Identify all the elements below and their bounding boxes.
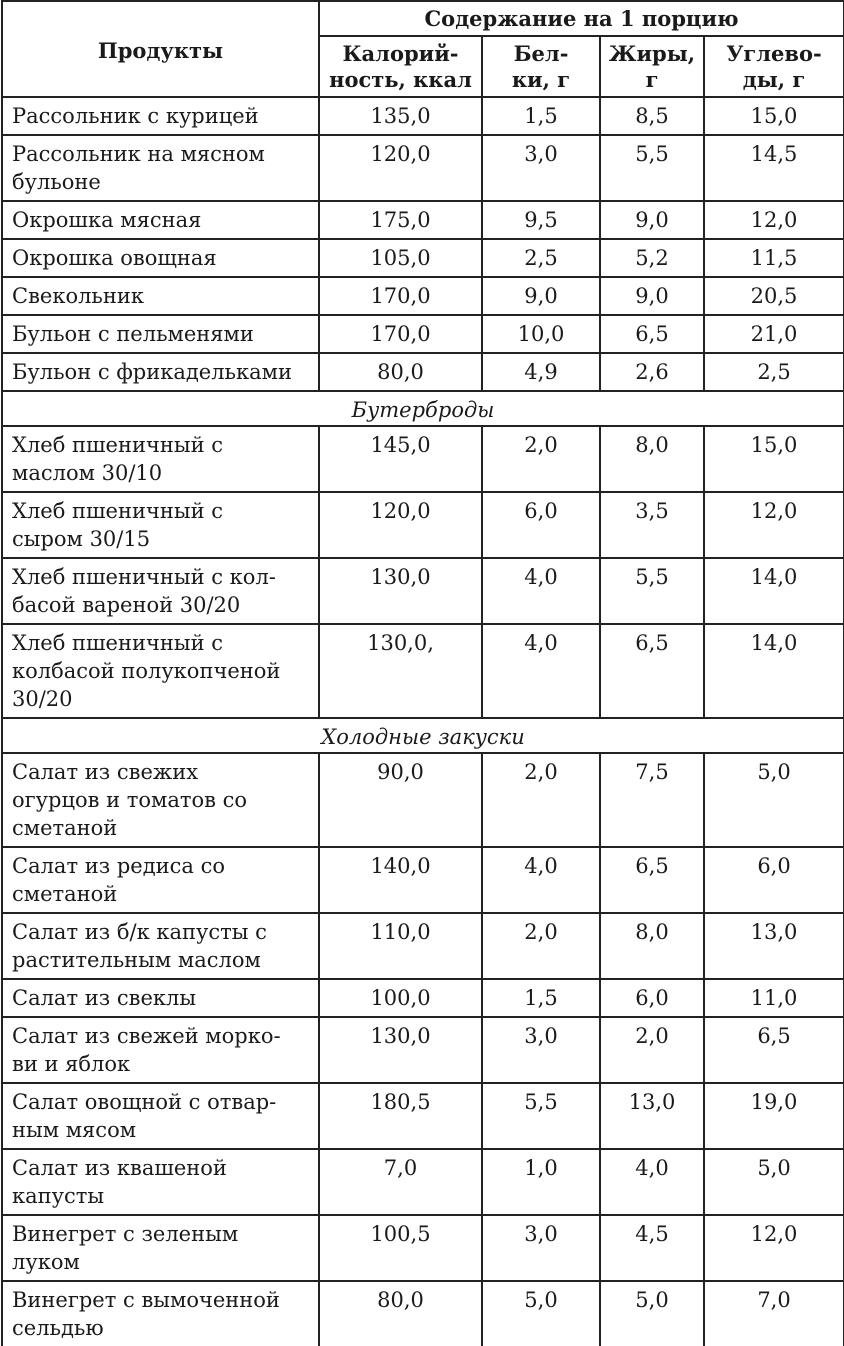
calories-value: 130,0, [319, 624, 482, 718]
carbs-value: 15,0 [704, 426, 844, 492]
carbs-value: 12,0 [704, 492, 844, 558]
table-row [2, 97, 844, 135]
carbs-value: 12,0 [704, 1215, 844, 1281]
calories-value: 110,0 [319, 913, 482, 979]
product-name: Хлеб пшеничный с сыром 30/15 [2, 492, 319, 558]
table-row [2, 753, 844, 847]
calories-value: 130,0 [319, 1017, 482, 1083]
product-name: Винегрет с зеленым луком [2, 1215, 319, 1281]
protein-value: 1,5 [482, 979, 600, 1017]
table-row [2, 353, 844, 391]
fat-value: 5,0 [600, 1281, 704, 1346]
protein-value: 6,0 [482, 492, 600, 558]
fat-value: 13,0 [600, 1083, 704, 1149]
fat-value: 8,0 [600, 913, 704, 979]
calories-value: 170,0 [319, 315, 482, 353]
table-row [2, 1281, 844, 1346]
calories-value: 145,0 [319, 426, 482, 492]
table-row [2, 1083, 844, 1149]
calories-value: 175,0 [319, 201, 482, 239]
carbs-value: 19,0 [704, 1083, 844, 1149]
carbs-value: 7,0 [704, 1281, 844, 1346]
protein-value: 1,0 [482, 1149, 600, 1215]
product-name: Хлеб пшеничный с колбасой полукопченой 30/20 [2, 624, 319, 718]
carbs-value: 14,5 [704, 135, 844, 201]
calories-value: 170,0 [319, 277, 482, 315]
carbs-value: 6,0 [704, 847, 844, 913]
product-name: Бульон с фрикадельками [2, 353, 319, 391]
product-name: Салат из свеклы [2, 979, 319, 1017]
table-row [2, 1215, 844, 1281]
table-row [2, 426, 844, 492]
section-title: Бутерброды [2, 391, 844, 426]
header-protein: Бел- ки, г [482, 36, 600, 97]
header-fat: Жиры, г [600, 36, 704, 97]
fat-value: 2,0 [600, 1017, 704, 1083]
protein-value: 5,5 [482, 1083, 600, 1149]
table-row [2, 492, 844, 558]
product-name: Салат из квашеной капусты [2, 1149, 319, 1215]
carbs-value: 14,0 [704, 624, 844, 718]
product-name: Салат из редиса со сметаной [2, 847, 319, 913]
calories-value: 135,0 [319, 97, 482, 135]
table-row [2, 624, 844, 718]
carbs-value: 5,0 [704, 1149, 844, 1215]
calories-value: 120,0 [319, 135, 482, 201]
carbs-value: 20,5 [704, 277, 844, 315]
carbs-value: 11,0 [704, 979, 844, 1017]
carbs-value: 21,0 [704, 315, 844, 353]
protein-value: 2,5 [482, 239, 600, 277]
carbs-value: 12,0 [704, 201, 844, 239]
carbs-value: 6,5 [704, 1017, 844, 1083]
fat-value: 4,0 [600, 1149, 704, 1215]
table-row [2, 315, 844, 353]
table-row [2, 558, 844, 624]
product-name: Рассольник с курицей [2, 97, 319, 135]
table-header [2, 1, 844, 97]
calories-value: 90,0 [319, 753, 482, 847]
table-row [2, 277, 844, 315]
fat-value: 3,5 [600, 492, 704, 558]
product-name: Окрошка овощная [2, 239, 319, 277]
carbs-value: 2,5 [704, 353, 844, 391]
fat-value: 9,0 [600, 277, 704, 315]
protein-value: 3,0 [482, 1215, 600, 1281]
product-name: Салат из свежих огурцов и томатов со сметаной [2, 753, 319, 847]
header-products: Продукты [2, 1, 319, 97]
calories-value: 100,5 [319, 1215, 482, 1281]
header-carbs: Углево- ды, г [704, 36, 844, 97]
fat-value: 6,5 [600, 624, 704, 718]
calories-value: 105,0 [319, 239, 482, 277]
carbs-value: 13,0 [704, 913, 844, 979]
table-body [2, 97, 844, 1346]
table-row [2, 201, 844, 239]
section-row [2, 718, 844, 753]
carbs-value: 5,0 [704, 753, 844, 847]
fat-value: 6,0 [600, 979, 704, 1017]
protein-value: 4,0 [482, 847, 600, 913]
table-row [2, 847, 844, 913]
section-row [2, 391, 844, 426]
fat-value: 6,5 [600, 847, 704, 913]
fat-value: 8,5 [600, 97, 704, 135]
product-name: Окрошка мясная [2, 201, 319, 239]
header-content-per-portion: Содержание на 1 порцию [319, 1, 844, 36]
header-calories: Калорий- ность, ккал [319, 36, 482, 97]
carbs-value: 11,5 [704, 239, 844, 277]
nutrition-table [1, 0, 844, 1346]
calories-value: 120,0 [319, 492, 482, 558]
calories-value: 180,5 [319, 1083, 482, 1149]
product-name: Хлеб пшеничный с маслом 30/10 [2, 426, 319, 492]
protein-value: 4,0 [482, 558, 600, 624]
fat-value: 8,0 [600, 426, 704, 492]
fat-value: 7,5 [600, 753, 704, 847]
fat-value: 9,0 [600, 201, 704, 239]
protein-value: 1,5 [482, 97, 600, 135]
protein-value: 5,0 [482, 1281, 600, 1346]
product-name: Свекольник [2, 277, 319, 315]
product-name: Хлеб пшеничный с кол- басой вареной 30/20 [2, 558, 319, 624]
fat-value: 2,6 [600, 353, 704, 391]
table-row [2, 1149, 844, 1215]
fat-value: 4,5 [600, 1215, 704, 1281]
product-name: Винегрет с вымоченной сельдью [2, 1281, 319, 1346]
protein-value: 9,0 [482, 277, 600, 315]
protein-value: 2,0 [482, 913, 600, 979]
fat-value: 6,5 [600, 315, 704, 353]
carbs-value: 14,0 [704, 558, 844, 624]
protein-value: 2,0 [482, 753, 600, 847]
fat-value: 5,2 [600, 239, 704, 277]
table-row [2, 135, 844, 201]
calories-value: 80,0 [319, 353, 482, 391]
product-name: Бульон с пельменями [2, 315, 319, 353]
fat-value: 5,5 [600, 558, 704, 624]
product-name: Рассольник на мясном бульоне [2, 135, 319, 201]
section-title: Холодные закуски [2, 718, 844, 753]
protein-value: 3,0 [482, 1017, 600, 1083]
table-row [2, 913, 844, 979]
protein-value: 9,5 [482, 201, 600, 239]
table-row [2, 239, 844, 277]
protein-value: 10,0 [482, 315, 600, 353]
protein-value: 2,0 [482, 426, 600, 492]
protein-value: 4,0 [482, 624, 600, 718]
calories-value: 7,0 [319, 1149, 482, 1215]
protein-value: 4,9 [482, 353, 600, 391]
calories-value: 100,0 [319, 979, 482, 1017]
calories-value: 80,0 [319, 1281, 482, 1346]
product-name: Салат из б/к капусты с растительным маслом [2, 913, 319, 979]
carbs-value: 15,0 [704, 97, 844, 135]
table-row [2, 1017, 844, 1083]
table-row [2, 979, 844, 1017]
calories-value: 140,0 [319, 847, 482, 913]
product-name: Салат овощной с отвар- ным мясом [2, 1083, 319, 1149]
product-name: Салат из свежей морко- ви и яблок [2, 1017, 319, 1083]
protein-value: 3,0 [482, 135, 600, 201]
fat-value: 5,5 [600, 135, 704, 201]
calories-value: 130,0 [319, 558, 482, 624]
